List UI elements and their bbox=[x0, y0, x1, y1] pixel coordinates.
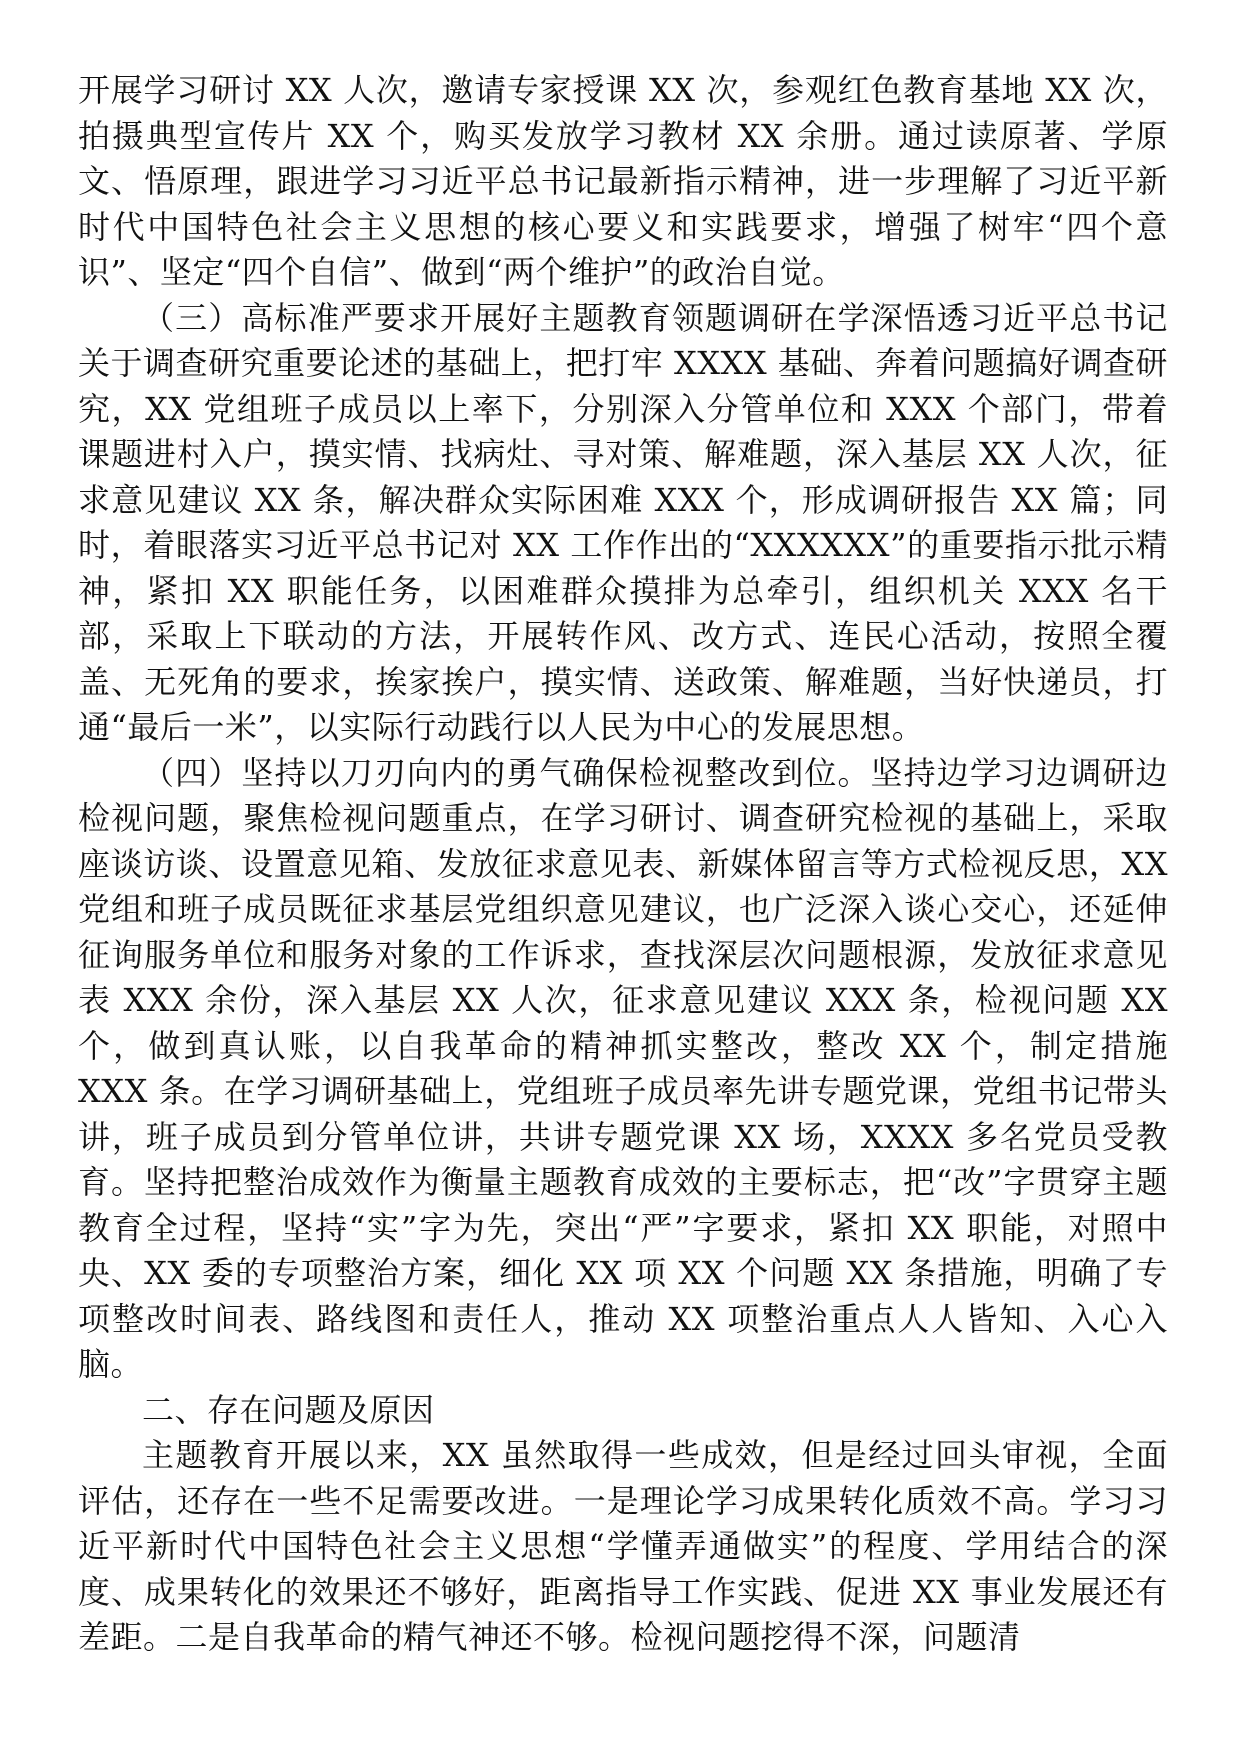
document-page bbox=[78, 68, 1168, 1661]
paragraph-section-four: （四）坚持以刀刃向内的勇气确保检视整改到位。坚持边学习边调研边检视问题，聚焦检视问题重点，在学习研讨、调查研究检视的基础上，采取座谈访谈、设置意见箱、发放征求意见表、新媒体留言等方式检视反思，XX 党组和班子成员既征求基层党组织意见建议，也广泛深入谈心交心，还延伸征询服务单位和服务对象的工作诉求，查找深层次问题根源，发放征求意见表 XXX 余份，深入基层 XX 人次，征求意见建议 XXX 条，检视问题 XX 个，做到真认账，以自我革命的精神抓实整改，整改 XX 个，制定措施 XXX 条。在学习调研基础上，党组班子成员率先讲专题党课，党组书记带头讲，班子成员到分管单位讲，共讲专题党课 XX 场，XXXX 多名党员受教育。坚持把整治成效作为衡量主题教育成效的主要标志，把“改”字贯穿主题教育全过程，坚持“实”字为先，突出“严”字要求，紧扣 XX 职能，对照中央、XX 委的专项整治方案，细化 XX 项 XX 个问题 XX 条措施，明确了专项整改时间表、路线图和责任人，推动 XX 项整治重点人人皆知、入心入脑。 bbox=[78, 753, 1168, 1383]
section-heading-problems: 二、存在问题及原因 bbox=[142, 1390, 435, 1429]
paragraph-section-three: （三）高标准严要求开展好主题教育领题调研在学深悟透习近平总书记关于调查研究重要论述的基础上，把打牢 XXXX 基础、奔着问题搞好调查研究，XX 党组班子成员以上率下，分别深入分管单位和 XXX 个部门，带着课题进村入户，摸实情、找病灶、寻对策、解难题，深入基层 XX 人次，征求意见建议 XX 条，解决群众实际困难 XXX 个，形成调研报告 XX 篇；同时，着眼落实习近平总书记对 XX 工作作出的“XXXXXX”的重要指示批示精神，紧扣 XX 职能任务，以困难群众摸排为总牵引，组织机关 XXX 名干部，采取上下联动的方法，开展转作风、改方式、连民心活动，按照全覆盖、无死角的要求，挨家挨户，摸实情、送政策、解难题，当好快递员，打通“最后一米”，以实际行动践行以人民为中心的发展思想。 bbox=[78, 298, 1168, 746]
paragraph-problems-body: 主题教育开展以来，XX 虽然取得一些成效，但是经过回头审视，全面评估，还存在一些不足需要改进。一是理论学习成果转化质效不高。学习习近平新时代中国特色社会主义思想“学懂弄通做实”的程度、学用结合的深度、成果转化的效果还不够好，距离指导工作实践、促进 XX 事业发展还有差距。二是自我革命的精气神还不够。检视问题挖得不深，问题清 bbox=[78, 1436, 1168, 1656]
paragraph-continuation: 开展学习研讨 XX 人次，邀请专家授课 XX 次，参观红色教育基地 XX 次，拍摄典型宣传片 XX 个，购买发放学习教材 XX 余册。通过读原著、学原文、悟原理，跟进学习习近平总书记最新指示精神，进一步理解了习近平新时代中国特色社会主义思想的核心要义和实践要求，增强了树牢“四个意识”、坚定“四个自信”、做到“两个维护”的政治自觉。 bbox=[78, 71, 1168, 291]
